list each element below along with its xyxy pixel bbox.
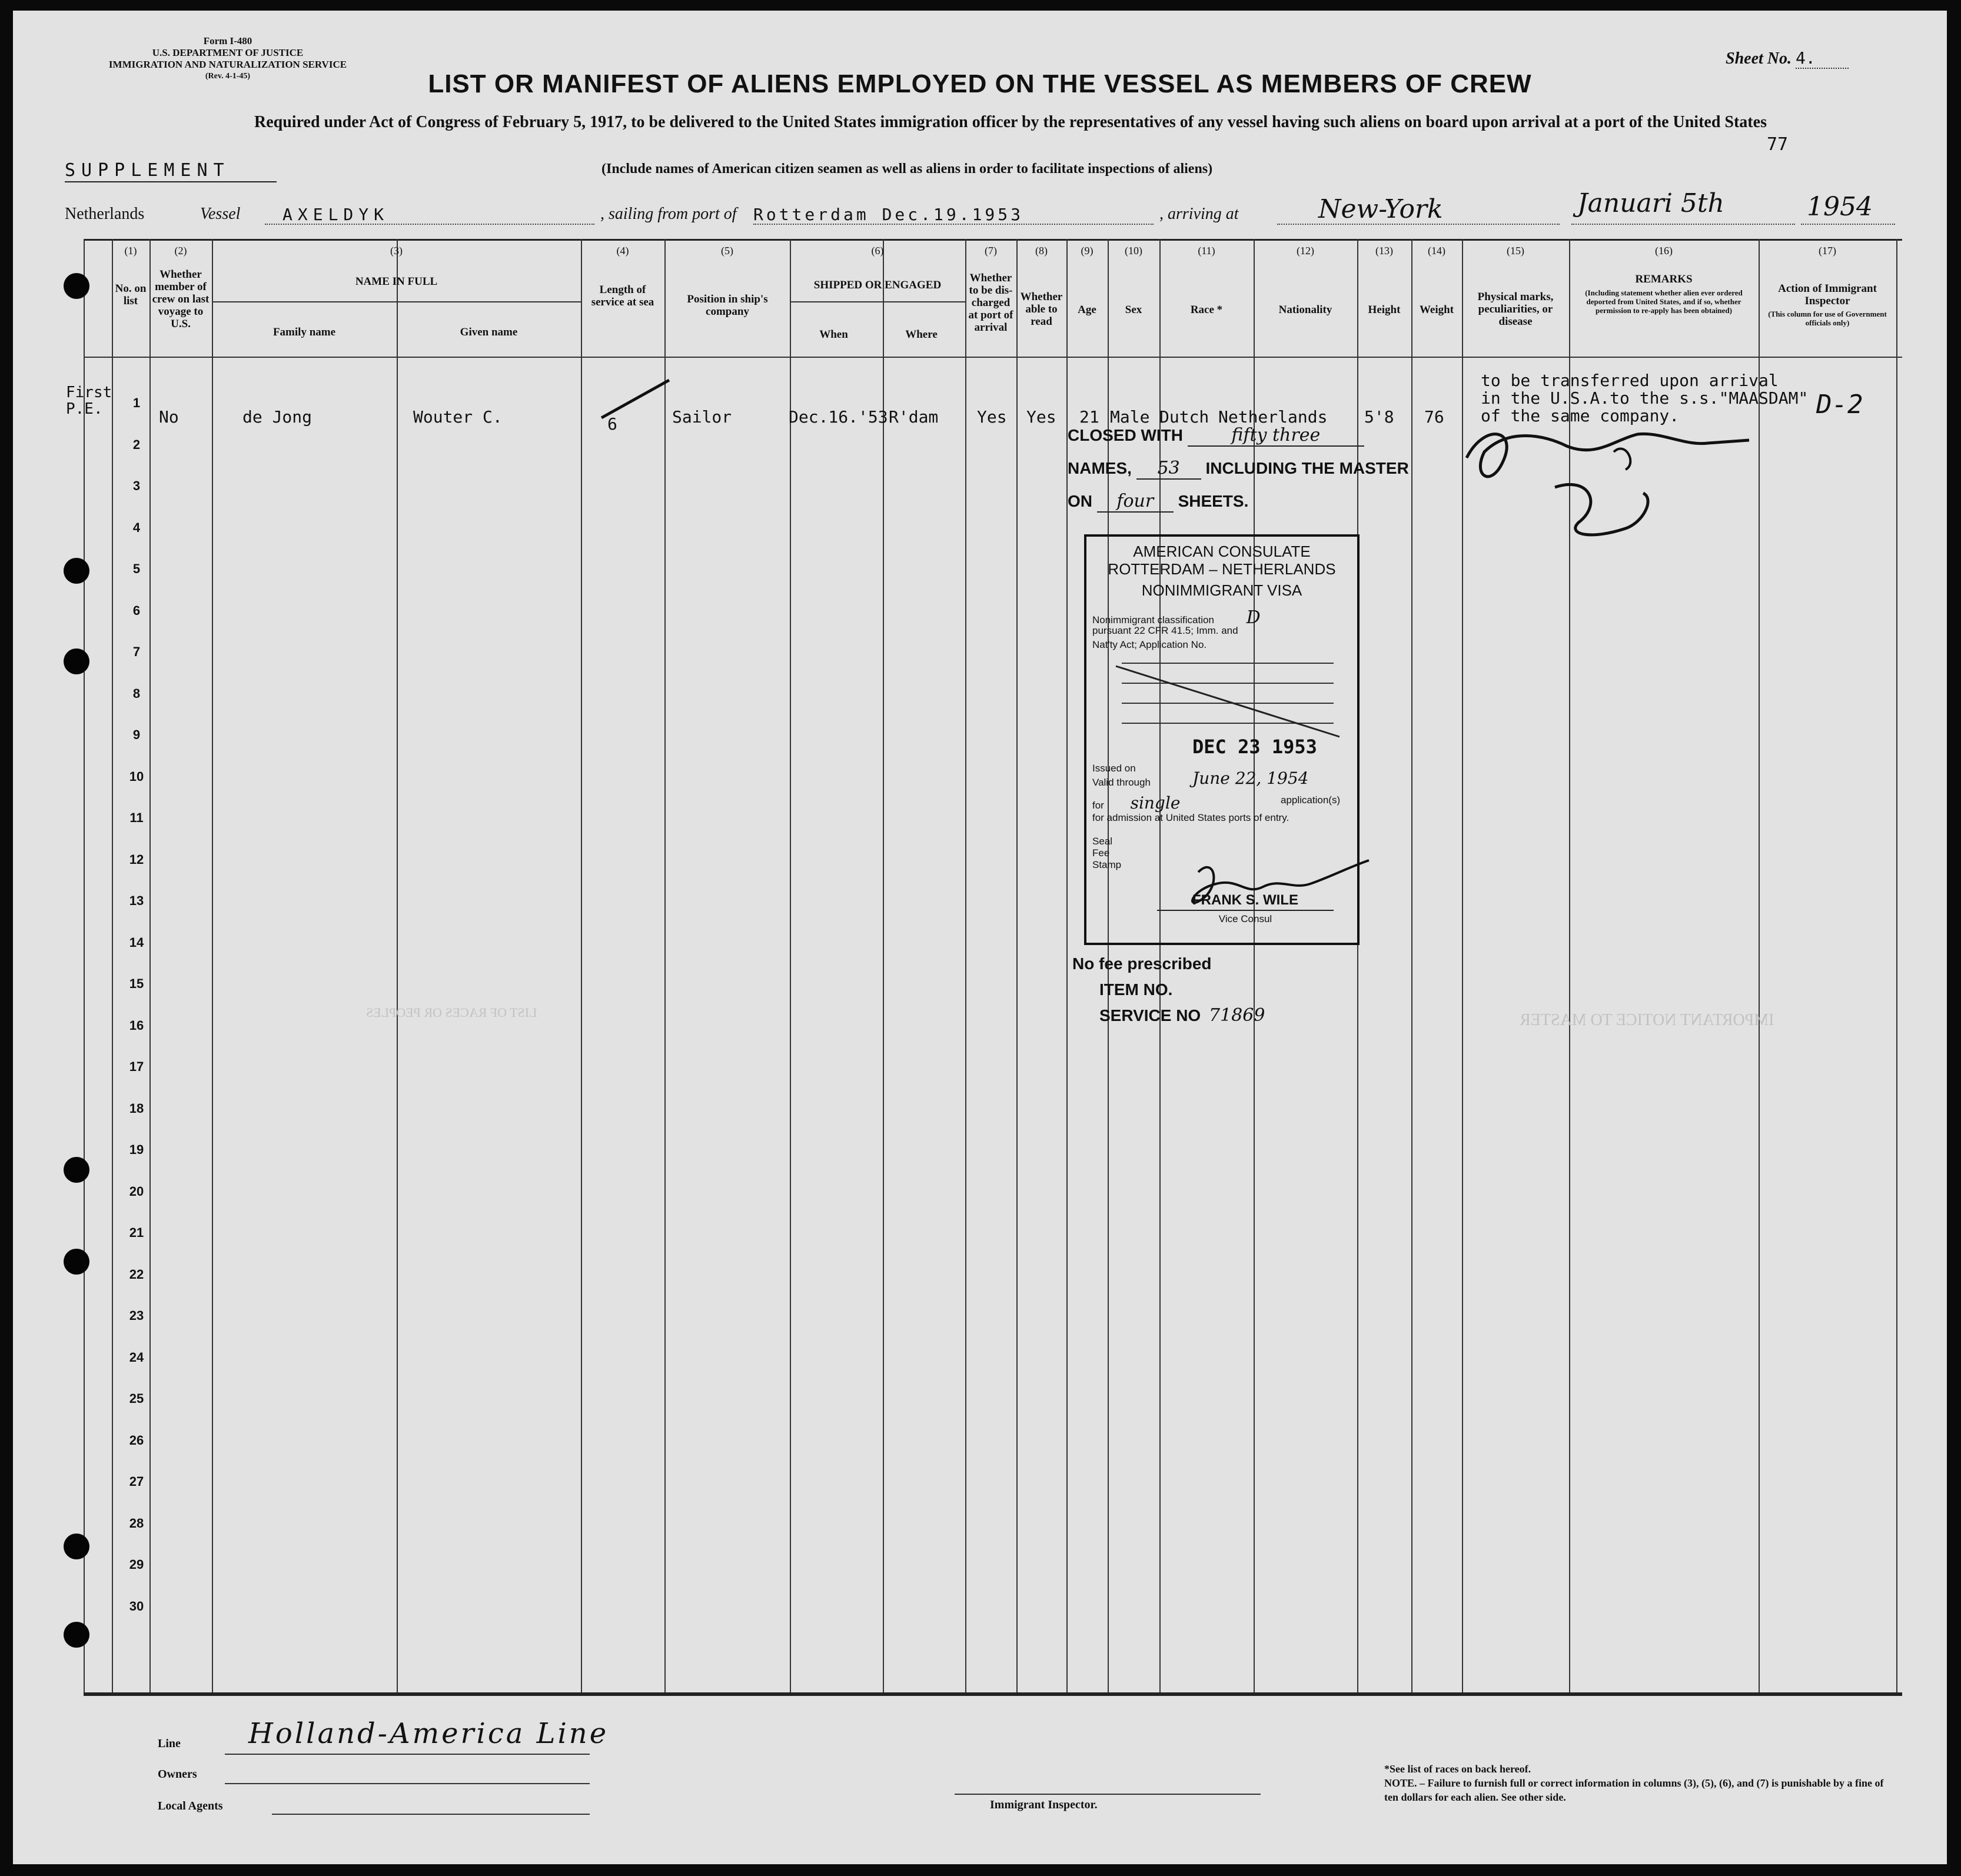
col-num: (8) [1035,245,1048,257]
row-number: 25 [129,1391,144,1406]
col-num: (13) [1375,245,1393,257]
for-label: for [1092,800,1104,811]
manifest-sheet [13,11,1947,1864]
inspector-rule [955,1794,1261,1795]
col-line [965,239,966,1692]
punch-hole [64,1157,89,1183]
row-number: 12 [129,851,144,867]
vessel-dotline [265,224,594,225]
row-number: 3 [132,478,141,493]
col-header-given-name: Given name [460,326,518,338]
service-no-label: SERVICE NO [1099,1006,1201,1025]
closed-with-line [1068,425,1364,447]
bleed-through-heading: IMPORTANT NOTICE TO MASTER [1520,1011,1774,1029]
closed-with-label: CLOSED WITH [1068,426,1183,444]
row-number: 22 [129,1266,144,1282]
vessel-name: AXELDYK [282,205,390,224]
classification-value: D [1246,607,1261,628]
including-master: INCLUDING THE MASTER [1205,459,1409,477]
col-line [1254,239,1255,1692]
col-header-nationality: Nationality [1278,304,1332,316]
row-number: 19 [129,1142,144,1157]
row-number: 5 [132,561,141,576]
col-num: (2) [174,245,187,257]
flag: Netherlands [65,205,145,223]
col-line [212,239,213,1692]
no-fee-prescribed: No fee prescribed [1072,954,1212,973]
row-number: 8 [132,686,141,701]
inspector-label: Immigrant Inspector. [990,1798,1098,1811]
col-header-race: Race * [1190,304,1223,316]
col-line [112,239,113,1692]
service-no-value: 71869 [1208,1005,1265,1026]
stamp-act: Nat'ty Act; Application No. [1092,639,1207,650]
col-header-read: Whether able to read [1020,291,1063,328]
col-num: (3) [390,245,403,257]
col-header-inspector-detail: (This column for use of Government officials only) [1768,310,1887,327]
owners-rule [225,1783,590,1784]
entry-height: 5'8 [1364,407,1394,427]
line-label: Line [158,1737,181,1750]
sheet-label: Sheet No. [1726,49,1792,68]
col-line [397,239,398,1692]
valid-through-date: June 22, 1954 [1192,769,1309,788]
col-num: (17) [1819,245,1836,257]
arrival-date: Januari 5th [1577,188,1724,218]
from-port: Rotterdam Dec.19.1953 [753,205,1024,224]
entry-family-name: de Jong [242,407,313,427]
date-dotline [1571,224,1795,225]
sheet-value: 4. [1796,48,1849,69]
row-number: 17 [129,1059,144,1074]
col-line [1357,239,1358,1692]
row-number: 14 [129,934,144,950]
handwritten-signature [1449,417,1755,558]
col-header-no: No. on list [115,282,147,307]
line-rule [225,1754,590,1755]
sheets-line [1068,491,1248,513]
table-bottom-rule [84,1692,1902,1694]
punch-hole [64,558,89,584]
row-number: 7 [132,644,141,659]
stamp-stamp: Stamp [1092,859,1122,870]
stamp-diagonal-strike [1110,654,1345,749]
col-header-height: Height [1368,304,1401,316]
row-number: 2 [132,437,141,452]
line-value: Holland-America Line [248,1717,609,1750]
sheets-label: SHEETS. [1178,492,1249,510]
col-header-weight: Weight [1419,304,1454,316]
sheets-words: four [1097,491,1174,513]
see-list-note: *See list of races on back hereof. [1384,1763,1531,1775]
entry-inspector-mark: D-2 [1816,390,1863,420]
stamp-admission: for admission at United States ports of entry. [1092,812,1289,823]
punch-hole [64,273,89,299]
supplement-label: SUPPLEMENT [65,160,230,181]
stamp-officer-rule [1157,910,1334,911]
entry-given-name: Wouter C. [413,407,503,427]
row-number: 24 [129,1349,144,1365]
classification-label: Nonimmigrant classification [1092,614,1214,626]
col-header-physical: Physical marks, peculiarities, or disease [1477,291,1554,328]
col-line [1411,239,1412,1692]
sheet-number [1726,48,1849,69]
col-line [1016,239,1018,1692]
stamp-officer-title: Vice Consul [1218,913,1272,924]
closed-count-words: fifty three [1188,425,1364,447]
punch-hole [64,648,89,674]
name-subrule [212,301,581,302]
col-num: (10) [1125,245,1142,257]
note-label: NOTE. [1384,1777,1417,1789]
voyage-line [65,187,1919,222]
valid-through-label: Valid through [1092,777,1151,788]
punch-hole [64,1622,89,1648]
row-number: 18 [129,1100,144,1116]
col-num: (16) [1655,245,1673,257]
row-number: 10 [129,769,144,784]
entry-age: 21 [1079,407,1099,427]
requirement-text: Required under Act of Congress of February 5, 1917, to be delivered to the United States immigration officer by the representatives of any vessel having such aliens on board upon arrival at a port of the United States [254,113,1767,131]
entry-remarks-line3: of the same company. [1481,406,1680,425]
stamp-consulate: AMERICAN CONSULATE [1133,543,1311,560]
row-number: 26 [129,1432,144,1448]
stamp-officer: FRANK S. WILE [1192,892,1298,908]
service-no-line [1099,1005,1265,1026]
entry-remarks-line1: to be transferred upon arrival [1481,371,1779,390]
stamp-visa-type: NONIMMIGRANT VISA [1141,581,1302,599]
row-number: 28 [129,1515,144,1531]
names-line [1068,458,1409,480]
supplement-underline [65,181,277,182]
service: IMMIGRATION AND NATURALIZATION SERVICE [108,59,347,70]
col-line [1759,239,1760,1692]
col-header-last-voyage: Whether member of crew on last voyage to U.S. [152,268,210,330]
col-line [581,239,582,1692]
col-header-name: NAME IN FULL [355,275,438,288]
names-label: NAMES, [1068,459,1132,477]
row-number: 21 [129,1225,144,1240]
entry-where: R'dam [889,407,939,427]
entry-class-line2: P.E. [66,400,103,418]
entry-weight: 76 [1424,407,1444,427]
row-number: 30 [129,1598,144,1614]
on-label: ON [1068,492,1092,510]
punch-hole [64,1534,89,1559]
header-bottom-rule [84,357,1902,358]
col-num: (1) [124,245,137,257]
arrival-year: 1954 [1807,192,1873,222]
page-title: LIST OR MANIFEST OF ALIENS EMPLOYED ON THE VESSEL AS MEMBERS OF CREW [428,69,1532,98]
col-header-age: Age [1078,304,1096,316]
department: U.S. DEPARTMENT OF JUSTICE [152,47,304,58]
col-header-where: Where [905,328,938,341]
stamp-for-line [1092,793,1351,813]
row-number: 4 [132,520,141,535]
col-num: (14) [1428,245,1445,257]
owners-label: Owners [158,1768,197,1781]
arriving-label: , arriving at [1159,205,1239,223]
row-number: 6 [132,603,141,618]
include-note: (Include names of American citizen seamen as well as aliens in order to facilitate inspections of aliens) [601,161,1213,177]
row-number: 16 [129,1017,144,1033]
entry-sex: Male [1110,407,1150,427]
row-number: 9 [132,727,141,742]
shipped-subrule [790,301,965,302]
col-line [1066,239,1068,1692]
entry-race: Dutch [1159,407,1209,427]
row-number: 27 [129,1474,144,1489]
col-num: (15) [1507,245,1524,257]
col-num: (11) [1198,245,1215,257]
length-slash-mark [596,375,678,423]
col-num: (4) [616,245,629,257]
vessel-label: Vessel [200,205,241,223]
row-number: 20 [129,1183,144,1199]
stamp-seal: Seal [1092,836,1113,847]
for-value: single [1130,793,1181,813]
agents-rule [272,1814,590,1815]
applications-label: application(s) [1281,794,1341,806]
col-line [84,239,85,1692]
entry-class-line1: First [66,384,112,401]
col-line [883,239,884,1692]
entry-when: Dec.16.'53 [789,407,888,427]
stamp-city: ROTTERDAM – NETHERLANDS [1108,560,1336,578]
agents-label: Local Agents [158,1800,223,1812]
arriving-dotline [1277,224,1560,225]
entry-able-to-read: Yes [1026,407,1056,427]
col-header-position: Position in ship's company [687,293,768,318]
entry-length-service: 6 [607,414,617,434]
entry-discharged: Yes [977,407,1007,427]
note-text: – Failure to furnish full or correct information in columns (3), (5), (6), and (7) is punishable by a fine of ten dollars for each alien. See other side. [1384,1777,1884,1803]
stamp-fee: Fee [1092,847,1110,859]
row-number: 11 [129,810,144,825]
entry-last-voyage: No [159,407,179,427]
col-num: (7) [985,245,997,257]
col-num: (9) [1081,245,1093,257]
row-number: 29 [129,1557,144,1572]
stamp-issued-on: Issued on [1092,763,1136,774]
col-header-remarks: REMARKS [1635,273,1693,285]
col-line [1896,239,1897,1692]
item-no-label: ITEM NO. [1099,980,1173,999]
row-number: 23 [129,1308,144,1323]
row-number: 15 [129,976,144,991]
col-num: (5) [721,245,733,257]
row-number: 13 [129,893,144,908]
entry-nationality: Netherlands [1218,407,1328,427]
col-header-inspector: Action of Immigrant Inspector [1778,282,1877,307]
entry-remarks-line2: in the U.S.A.to the s.s."MAASDAM" [1481,388,1809,408]
page-number: 77 [1767,134,1789,155]
stamp-date: DEC 23 1953 [1192,736,1317,758]
punch-hole [64,1249,89,1275]
row-number: 1 [132,395,141,410]
names-count: 53 [1136,458,1201,480]
penalty-note [1384,1776,1890,1804]
col-header-family-name: Family name [272,326,336,338]
sailing-label: , sailing from port of [600,205,737,223]
col-header-when: When [819,328,848,341]
year-dotline [1801,224,1895,225]
col-line [664,239,666,1692]
col-num: (12) [1297,245,1314,257]
entry-position: Sailor [672,407,732,427]
bleed-through-heading: LIST OF RACES OR PEOPLES [366,1005,537,1020]
col-line [790,239,791,1692]
col-header-discharged: Whether to be dis-charged at port of arrival [968,272,1013,334]
col-num: (6) [871,245,884,257]
col-header-length: Length of service at sea [591,284,654,308]
revision: (Rev. 4-1-45) [205,72,251,81]
arriving-port: New-York [1318,194,1443,224]
col-header-remarks-detail: (Including statement whether alien ever ordered deported from United States, and if so, whether permission to re-apply has been obtained) [1585,288,1743,315]
from-port-dotline [753,224,1154,225]
visa-stamp [1084,534,1360,945]
col-header-shipped: SHIPPED OR ENGAGED [813,279,942,291]
col-header-sex: Sex [1125,304,1142,316]
form-number: Form I-480 [203,35,252,46]
stamp-pursuant: pursuant 22 CFR 41.5; Imm. and [1092,625,1238,636]
